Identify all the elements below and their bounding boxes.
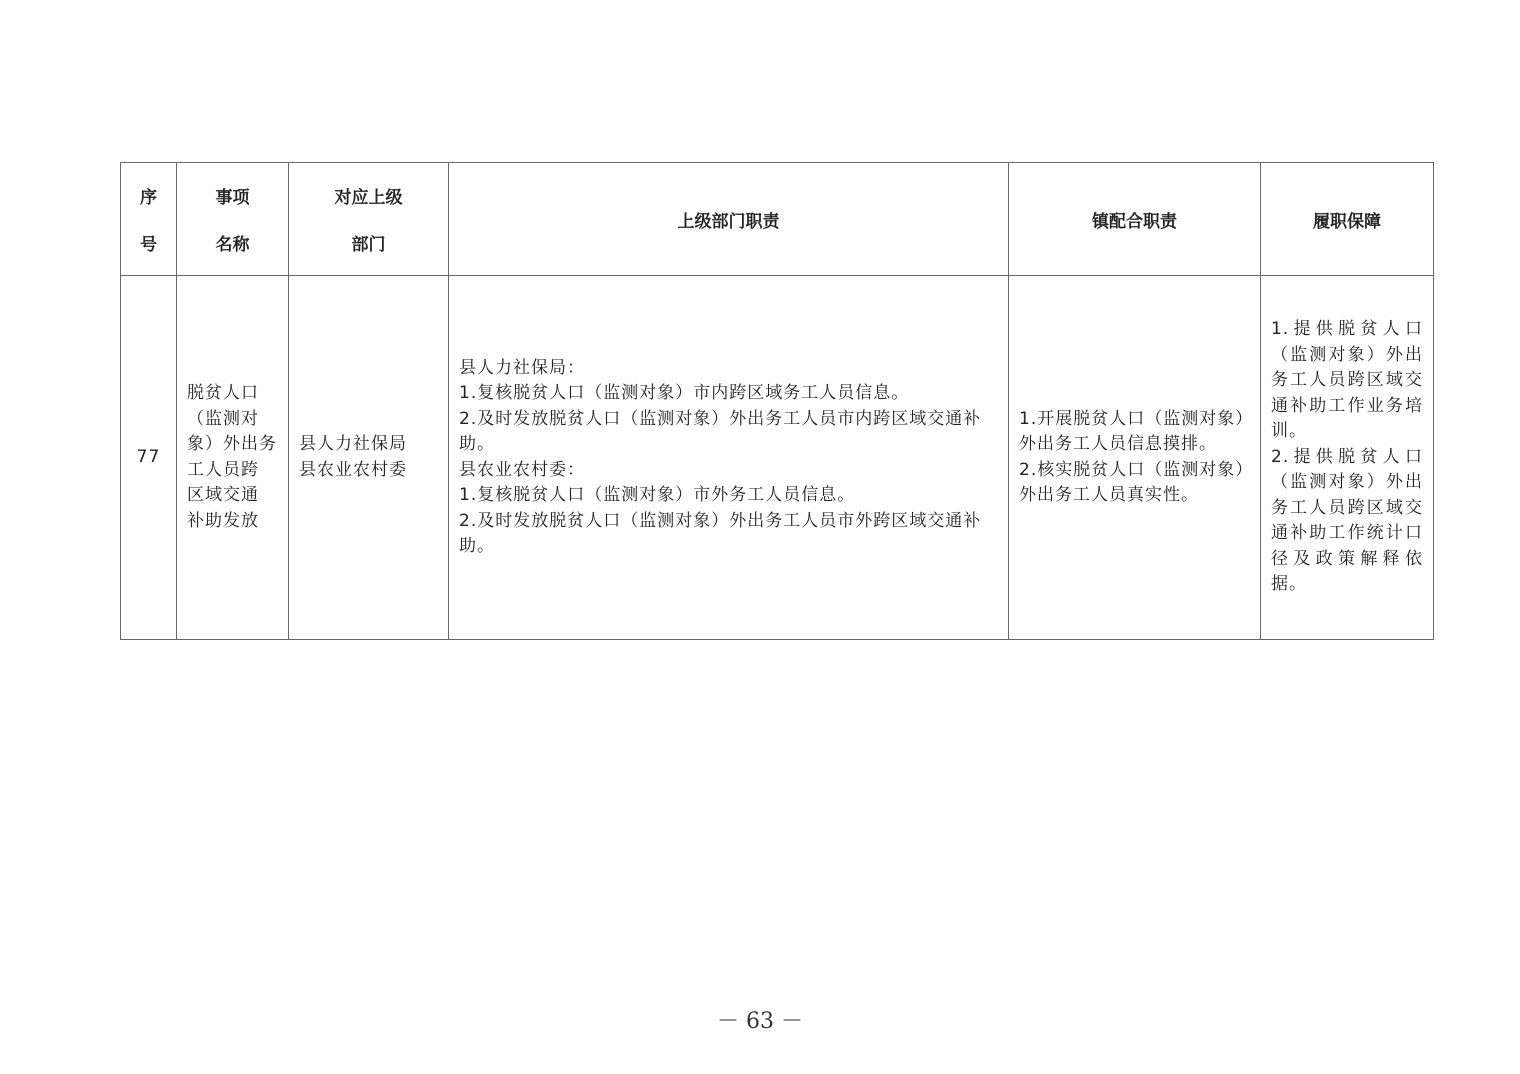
guarantee-line: （监测对象）外出 — [1271, 472, 1423, 493]
cell-upper-dept — [289, 276, 449, 640]
item-line: 脱贫人口 — [187, 383, 259, 403]
guarantee-line: （监测对象）外出 — [1271, 344, 1423, 365]
item-line: 工人员跨 — [187, 459, 259, 480]
dept-line: 县人力社保局 — [299, 434, 407, 454]
header-upper-dept — [289, 163, 449, 276]
upper-duty-line: 助。 — [459, 434, 495, 454]
cell-town-duty — [1009, 276, 1261, 640]
upper-duty-line: 县人力社保局： — [459, 357, 585, 378]
header-item-line1: 事项 — [215, 188, 250, 208]
cell-upper-duty — [449, 276, 1009, 640]
header-item-line2: 名称 — [215, 235, 250, 255]
cell-seq: 77 — [121, 276, 177, 640]
upper-duty-line: 2.及时发放脱贫人口（监测对象）外出务工人员市外跨区域交通补 — [459, 510, 982, 531]
guarantee-line: 据。 — [1271, 574, 1307, 595]
upper-duty-line: 县农业农村委： — [459, 459, 585, 480]
item-line: 象）外出务 — [187, 434, 277, 454]
upper-duty-line: 1.复核脱贫人口（监测对象）市外务工人员信息。 — [459, 485, 856, 505]
table-row — [121, 276, 1434, 640]
guarantee-line: 务工人员跨区域交 — [1271, 370, 1423, 391]
header-guarantee: 履职保障 — [1261, 163, 1434, 276]
header-town-duty: 镇配合职责 — [1009, 163, 1261, 276]
header-upper-duty: 上级部门职责 — [449, 163, 1009, 276]
table-header-row — [121, 163, 1434, 276]
guarantee-line: 1.提供脱贫人口 — [1271, 319, 1423, 340]
upper-duty-line: 1.复核脱贫人口（监测对象）市内跨区域务工人员信息。 — [459, 383, 910, 403]
guarantee-line: 2.提供脱贫人口 — [1271, 446, 1423, 467]
item-line: 区域交通 — [187, 485, 259, 505]
cell-item-name — [177, 276, 289, 640]
town-duty-line: 外出务工人员真实性。 — [1019, 485, 1199, 505]
item-line: 补助发放 — [187, 510, 259, 531]
guarantee-line: 务工人员跨区域交 — [1271, 497, 1423, 518]
header-seq-line2: 号 — [140, 235, 157, 255]
header-dept-line2: 部门 — [351, 235, 386, 255]
guarantee-line: 通补助工作统计口 — [1271, 523, 1423, 544]
town-duty-line: 外出务工人员信息摸排。 — [1019, 434, 1217, 454]
town-duty-line: 2.核实脱贫人口（监测对象） — [1019, 459, 1254, 480]
page-number: － 63 － — [717, 1009, 803, 1034]
upper-duty-line: 助。 — [459, 536, 495, 556]
header-seq-line1: 序 — [140, 188, 157, 208]
upper-duty-line: 2.及时发放脱贫人口（监测对象）外出务工人员市内跨区域交通补 — [459, 408, 982, 429]
town-duty-line: 1.开展脱贫人口（监测对象） — [1019, 408, 1254, 429]
dept-line: 县农业农村委 — [299, 459, 407, 480]
header-item-name — [177, 163, 289, 276]
header-seq — [121, 163, 177, 276]
guarantee-line: 径及政策解释依 — [1271, 548, 1423, 569]
guarantee-line: 训。 — [1271, 421, 1307, 442]
guarantee-line: 通补助工作业务培 — [1271, 395, 1423, 416]
cell-guarantee — [1261, 276, 1434, 640]
header-dept-line1: 对应上级 — [334, 188, 403, 208]
item-line: （监测对 — [187, 408, 259, 429]
responsibility-table — [120, 162, 1434, 640]
